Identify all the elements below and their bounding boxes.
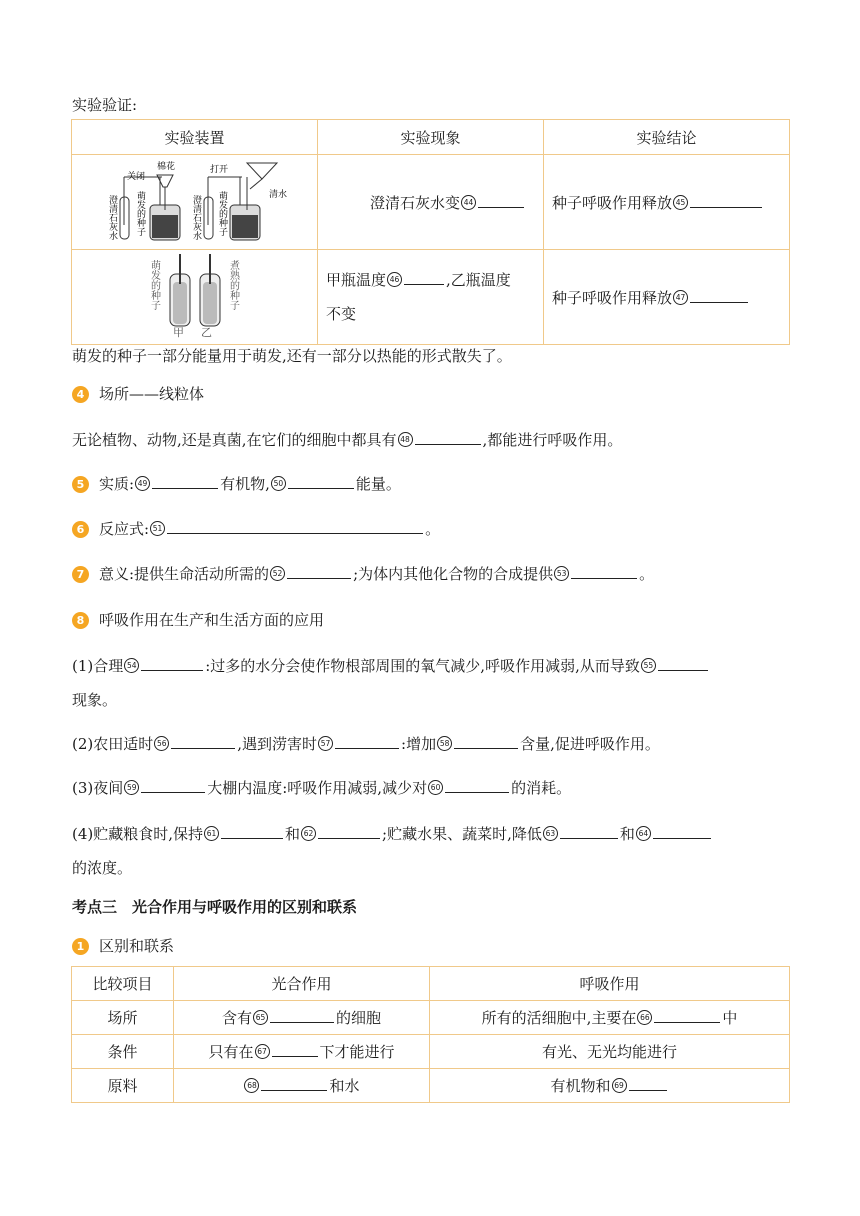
- conclusion-text-1: 种子呼吸作用释放: [552, 193, 673, 212]
- answer-blank-59[interactable]: [141, 778, 205, 793]
- answer-blank-51[interactable]: [167, 519, 423, 534]
- table2-header-item: 比较项目: [72, 967, 174, 1001]
- answer-blank-50[interactable]: [288, 474, 354, 489]
- answer-blank-61[interactable]: [221, 824, 283, 839]
- application-2-text-a: (2)农田适时: [72, 735, 154, 753]
- application-1: [72, 655, 710, 676]
- section-7-text-c: 。: [639, 565, 655, 583]
- table1-header-conclusion: 实验结论: [544, 120, 790, 155]
- answer-blank-55[interactable]: [658, 656, 708, 671]
- figure1-label-seeds-left: 萌发的种子: [135, 191, 145, 236]
- place-resp-text-a: 所有的活细胞中,主要在: [481, 1009, 637, 1027]
- place-photo-text-b: 的细胞: [336, 1009, 382, 1027]
- answer-blank-45[interactable]: [690, 193, 762, 208]
- phenomenon-text-2c: 不变: [326, 305, 357, 323]
- k1-title: 区别和联系: [99, 937, 175, 955]
- phenomenon-text-2b: ,乙瓶温度: [446, 271, 511, 289]
- blank-number-69: 69: [612, 1078, 627, 1093]
- table2-condition-photo: [174, 1035, 430, 1069]
- blank-number-49: 49: [135, 476, 150, 491]
- table2-item-material: 原料: [72, 1069, 174, 1103]
- application-2-text-c: :增加: [401, 735, 437, 753]
- phenomenon-text-1: 澄清石灰水变: [370, 193, 461, 212]
- section-5-text-b: 有机物,: [220, 475, 270, 493]
- conclusion-cell-2: [544, 250, 790, 345]
- k1-badge: 1: [72, 938, 89, 955]
- blank-number-63: 63: [543, 826, 558, 841]
- figure1-label-cotton: 棉花: [157, 162, 176, 172]
- table2-header-respiration: 呼吸作用: [430, 967, 790, 1001]
- blank-number-60: 60: [428, 780, 443, 795]
- section-6-text-a: 反应式:: [99, 520, 150, 538]
- answer-blank-44[interactable]: [478, 193, 524, 208]
- application-1-text-b: :过多的水分会使作物根部周围的氧气减少,呼吸作用减弱,从而导致: [205, 657, 640, 675]
- blank-number-51: 51: [150, 521, 165, 536]
- figure1-label-seeds-right: 萌发的种子: [217, 191, 227, 236]
- blank-number-50: 50: [271, 476, 286, 491]
- answer-blank-49[interactable]: [152, 474, 218, 489]
- blank-number-56: 56: [154, 736, 169, 751]
- answer-blank-64[interactable]: [653, 824, 711, 839]
- figure1-label-closed: 关闭: [127, 172, 146, 182]
- section-4-heading: [72, 383, 204, 404]
- section-4-badge: 4: [72, 386, 89, 403]
- application-2-text-b: ,遇到涝害时: [237, 735, 318, 753]
- conclusion-text-2: 种子呼吸作用释放: [552, 288, 673, 307]
- answer-blank-66[interactable]: [654, 1008, 720, 1023]
- blank-number-45: 45: [673, 195, 688, 210]
- application-1-text-a: (1)合理: [72, 657, 124, 675]
- blank-number-52: 52: [270, 566, 285, 581]
- figure1-label-limewater-right: 澄清石灰水: [191, 195, 201, 240]
- section-4-text-a: 无论植物、动物,还是真菌,在它们的细胞中都具有: [72, 431, 397, 449]
- figure2-label-boiled: 煮熟的种子: [227, 260, 239, 310]
- answer-blank-58[interactable]: [454, 734, 518, 749]
- blank-number-68: 68: [244, 1078, 259, 1093]
- table2-material-photo: [174, 1069, 430, 1103]
- blank-number-54: 54: [124, 658, 139, 673]
- application-4-text-a: (4)贮藏粮食时,保持: [72, 825, 204, 843]
- conclusion-cell-1: [544, 155, 790, 250]
- application-2: [72, 733, 660, 754]
- place-photo-text-a: 含有: [221, 1009, 252, 1027]
- figure1-label-limewater-left: 澄清石灰水: [107, 195, 117, 240]
- blank-number-59: 59: [124, 780, 139, 795]
- answer-blank-53[interactable]: [571, 564, 637, 579]
- table2-material-resp: [430, 1069, 790, 1103]
- condition-photo-text-a: 只有在: [208, 1043, 254, 1061]
- application-4-text-c: ;贮藏水果、蔬菜时,降低: [382, 825, 542, 843]
- section-8-badge: 8: [72, 612, 89, 629]
- answer-blank-69[interactable]: [629, 1076, 667, 1091]
- section-7-badge: 7: [72, 566, 89, 583]
- section-6: [72, 518, 440, 539]
- answer-blank-56[interactable]: [171, 734, 235, 749]
- blank-number-61: 61: [204, 826, 219, 841]
- application-4: [72, 823, 713, 844]
- apparatus-figure-2: [72, 250, 318, 345]
- application-3-text-c: 的消耗。: [511, 779, 572, 797]
- blank-number-46: 46: [387, 272, 402, 287]
- section-6-badge: 6: [72, 521, 89, 538]
- comparison-table: [71, 966, 790, 1103]
- figure2-label-yi: 乙: [201, 326, 212, 339]
- section-8-heading: [72, 609, 324, 630]
- blank-number-55: 55: [641, 658, 656, 673]
- answer-blank-63[interactable]: [560, 824, 618, 839]
- section-5-text-a: 实质:: [99, 475, 135, 493]
- table2-item-condition: 条件: [72, 1035, 174, 1069]
- section-8-title: 呼吸作用在生产和生活方面的应用: [99, 611, 325, 629]
- blank-number-57: 57: [318, 736, 333, 751]
- answer-blank-46[interactable]: [404, 270, 444, 285]
- blank-number-62: 62: [301, 826, 316, 841]
- kaodian-heading: 考点三 光合作用与呼吸作用的区别和联系: [72, 898, 358, 916]
- section-5: [72, 473, 401, 494]
- blank-number-47: 47: [673, 290, 688, 305]
- answer-blank-47[interactable]: [690, 288, 748, 303]
- table2-place-photo: [174, 1001, 430, 1035]
- table1-header-phenomenon: 实验现象: [318, 120, 544, 155]
- application-4-cont: 的浓度。: [72, 859, 133, 877]
- section-4-title: 场所——线粒体: [99, 385, 205, 403]
- figure1-label-open: 打开: [210, 165, 229, 175]
- answer-blank-67[interactable]: [272, 1042, 318, 1057]
- answer-blank-52[interactable]: [287, 564, 351, 579]
- material-photo-text: 和水: [329, 1077, 360, 1095]
- blank-number-53: 53: [554, 566, 569, 581]
- application-3-text-b: 大棚内温度:呼吸作用减弱,减少对: [207, 779, 428, 797]
- answer-blank-48[interactable]: [415, 430, 481, 445]
- answer-blank-60[interactable]: [445, 778, 509, 793]
- application-3: [72, 777, 571, 798]
- answer-blank-68[interactable]: [261, 1076, 327, 1091]
- place-resp-text-b: 中: [722, 1009, 738, 1027]
- answer-blank-62[interactable]: [318, 824, 380, 839]
- section-5-badge: 5: [72, 476, 89, 493]
- section-6-text-b: 。: [425, 520, 441, 538]
- phenomenon-text-2a: 甲瓶温度: [326, 271, 387, 289]
- figure1-label-water: 清水: [269, 190, 288, 200]
- intro-label: 实验验证:: [72, 96, 138, 114]
- answer-blank-57[interactable]: [335, 734, 399, 749]
- apparatus-figure-1: [72, 155, 318, 250]
- section-4-text-b: ,都能进行呼吸作用。: [482, 431, 623, 449]
- answer-blank-54[interactable]: [141, 656, 203, 671]
- section-7-text-a: 意义:提供生命活动所需的: [99, 565, 270, 583]
- blank-number-66: 66: [637, 1010, 652, 1025]
- application-2-text-d: 含量,促进呼吸作用。: [520, 735, 660, 753]
- blank-number-44: 44: [461, 195, 476, 210]
- experiment-table: [71, 119, 790, 345]
- text-after-table: 萌发的种子一部分能量用于萌发,还有一部分以热能的形式散失了。: [72, 347, 512, 365]
- phenomenon-cell-2: [318, 250, 544, 345]
- blank-number-48: 48: [398, 432, 413, 447]
- blank-number-67: 67: [255, 1044, 270, 1059]
- figure2-label-germinating: 萌发的种子: [148, 260, 160, 310]
- material-resp-text: 有机物和: [550, 1077, 611, 1095]
- section-7: [72, 563, 654, 584]
- application-3-text-a: (3)夜间: [72, 779, 124, 797]
- table2-condition-resp: 有光、无光均能进行: [430, 1035, 790, 1069]
- table2-header-photosynthesis: 光合作用: [174, 967, 430, 1001]
- answer-blank-65[interactable]: [270, 1008, 334, 1023]
- condition-photo-text-b: 下才能进行: [319, 1043, 395, 1061]
- k1-heading: [72, 935, 174, 956]
- section-5-text-c: 能量。: [355, 475, 401, 493]
- table1-header-apparatus: 实验装置: [72, 120, 318, 155]
- blank-number-64: 64: [636, 826, 651, 841]
- table2-item-place: 场所: [72, 1001, 174, 1035]
- application-4-text-d: 和: [619, 825, 635, 843]
- application-1-cont: 现象。: [72, 691, 118, 709]
- table2-place-resp: [430, 1001, 790, 1035]
- figure2-label-jia: 甲: [173, 326, 184, 339]
- blank-number-65: 65: [253, 1010, 268, 1025]
- phenomenon-cell-1: [318, 155, 544, 250]
- application-4-text-b: 和: [285, 825, 301, 843]
- section-7-text-b: ;为体内其他化合物的合成提供: [353, 565, 554, 583]
- blank-number-58: 58: [437, 736, 452, 751]
- section-4-text: [72, 429, 622, 450]
